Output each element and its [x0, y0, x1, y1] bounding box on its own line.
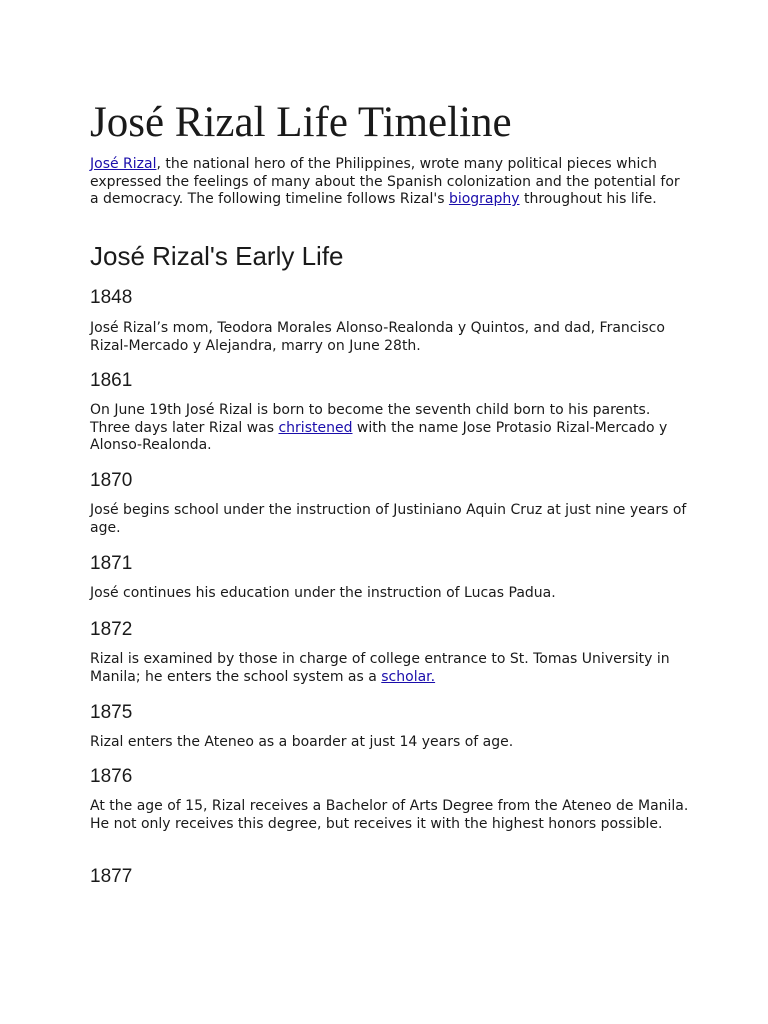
entry-text-1861: [90, 402, 690, 455]
entry-text-1870: José begins school under the instruction of Justiniano Aquin Cruz at just nine years of age.: [90, 502, 687, 536]
biography-link[interactable]: biography: [448, 191, 520, 207]
entry-text-1861-part-2: with the name Jose Protasio Rizal-Mercado y Alonso-Realonda.: [90, 419, 668, 453]
year-heading-1871: 1871: [90, 553, 133, 574]
intro-text-part-1: , the national hero of the Philippines, wrote many political pieces which expressed the feelings of many about the Spanish colonization and the potential for a democracy. The following timeline follows Rizal's: [90, 156, 680, 207]
christened-link[interactable]: christened: [278, 419, 353, 436]
year-heading-1872: 1872: [90, 619, 133, 640]
entry-text-1872: [90, 651, 690, 686]
year-heading-1875: 1875: [90, 702, 133, 723]
year-heading-1877: 1877: [90, 866, 133, 887]
year-heading-1870: 1870: [90, 470, 133, 491]
page-title: José Rizal Life Timeline: [90, 99, 512, 146]
year-heading-1861: 1861: [90, 370, 133, 391]
entry-text-1861-part-1: On June 19th José Rizal is born to become the seventh child born to his parents. Three days later Rizal was: [90, 402, 651, 436]
scholar-link[interactable]: scholar.: [381, 668, 436, 685]
entry-text-1876: At the age of 15, Rizal receives a Bachelor of Arts Degree from the Ateneo de Manila. He not only receives this degree, but receives it with the highest honors possible.: [90, 798, 689, 832]
jose-rizal-link[interactable]: José Rizal: [90, 156, 157, 172]
year-heading-1848: 1848: [90, 287, 133, 308]
entry-text-1872-part-1: Rizal is examined by those in charge of college entrance to St. Tomas University in Manila; he enters the school system as a: [90, 651, 670, 685]
entry-text-1848: José Rizal’s mom, Teodora Morales Alonso-Realonda y Quintos, and dad, Francisco Rizal-Mercado y Alejandra, marry on June 28th.: [90, 320, 665, 354]
intro-text-part-2: throughout his life.: [519, 191, 657, 207]
intro-paragraph: [90, 156, 690, 209]
entry-text-1875: Rizal enters the Ateneo as a boarder at just 14 years of age.: [90, 734, 514, 750]
year-heading-1876: 1876: [90, 766, 133, 787]
section-heading-early-life: José Rizal's Early Life: [90, 241, 344, 271]
entry-text-1871: José continues his education under the instruction of Lucas Padua.: [90, 585, 556, 601]
